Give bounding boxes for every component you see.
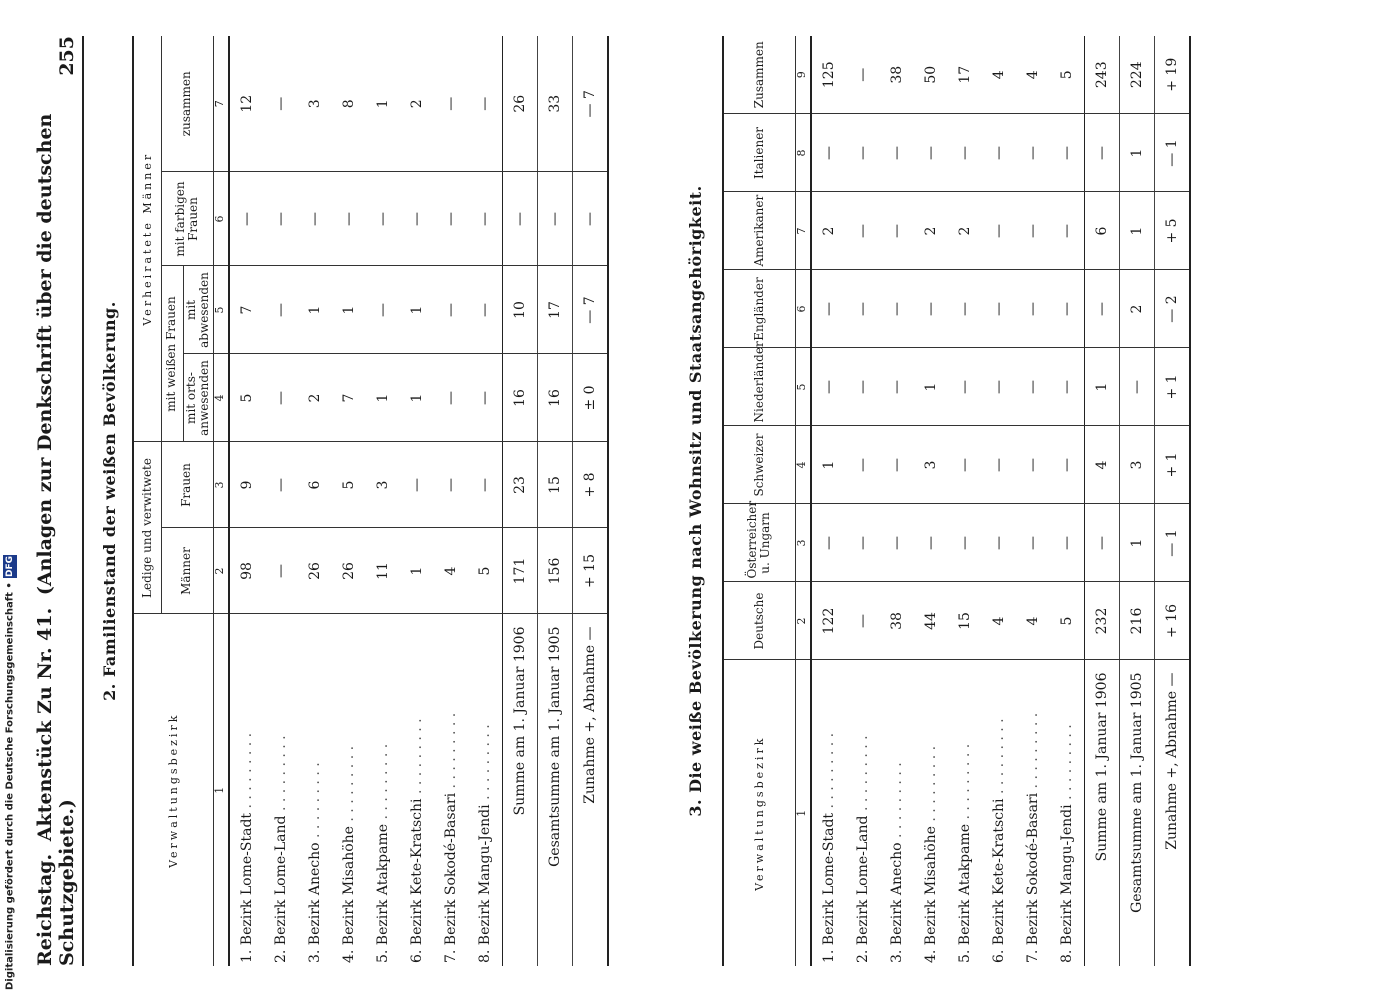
total-row-cell: 224 xyxy=(1119,36,1154,114)
district-name: 8. Bezirk Mangu-Jendi xyxy=(476,804,493,963)
section3-title: 3. Die weiße Bevölkerung nach Wohnsitz und Staatsangehörigkeit. xyxy=(686,185,705,817)
t3-colnum-2: 2 xyxy=(795,582,811,660)
table-cell: — xyxy=(914,270,948,348)
change-row-cell: — 2 xyxy=(1154,270,1190,348)
table-cell: — xyxy=(264,172,298,266)
family-status-table xyxy=(132,36,609,966)
table-cell: 4 xyxy=(1016,582,1050,660)
table-cell: — xyxy=(468,442,503,528)
sum-row-cell: 171 xyxy=(502,528,537,614)
dfg-credit-text: Digitalisierung gefördert durch die Deutsche Forschungsgemeinschaft • xyxy=(4,582,16,990)
table-cell: — xyxy=(298,172,332,266)
table-cell: — xyxy=(434,36,468,172)
table-cell: 6 xyxy=(298,442,332,528)
total-row-cell: 216 xyxy=(1119,582,1154,660)
t3-column-numbers xyxy=(795,36,811,966)
table-row xyxy=(914,36,948,966)
table-cell: 3 xyxy=(914,426,948,504)
leader-dots: . . . . . . . . . xyxy=(854,735,871,816)
district-label xyxy=(400,614,434,966)
t2-head-white-wives: mit weißen Frauen xyxy=(161,266,183,442)
t2-head-single: Ledige und verwitwete xyxy=(133,442,161,614)
section2-title: 2. Familienstand der weißen Bevölkerung. xyxy=(100,301,119,701)
table-cell: — xyxy=(811,504,846,582)
table-cell: — xyxy=(880,504,914,582)
table-cell: — xyxy=(1050,114,1085,192)
leader-dots: . . . . . . . . . xyxy=(374,743,391,824)
t3-head-col-2: Deutsche xyxy=(723,582,795,660)
sum-row-cell: 1 xyxy=(1084,348,1119,426)
total-row-cell: 1 xyxy=(1119,114,1154,192)
dfg-logo: DFG xyxy=(5,556,15,578)
leader-dots: . . . . . . . . . xyxy=(990,718,1007,799)
t2-colnum-3: 3 xyxy=(213,442,229,528)
district-name: 1. Bezirk Lome-Stadt xyxy=(238,812,255,963)
table-cell: — xyxy=(434,172,468,266)
total-row-label: Gesamtsumme am 1. Januar 1905 xyxy=(1119,660,1154,966)
table-cell: — xyxy=(880,270,914,348)
table-row xyxy=(948,36,982,966)
table-cell: — xyxy=(434,266,468,354)
table-cell: — xyxy=(982,114,1016,192)
t2-colnum-5: 5 xyxy=(213,266,229,354)
change-row-cell: — xyxy=(572,172,608,266)
table-cell: — xyxy=(846,582,880,660)
district-label xyxy=(1050,660,1085,966)
table-cell: — xyxy=(468,172,503,266)
t2-head-men: Männer xyxy=(161,528,213,614)
change-row-cell: + 8 xyxy=(572,442,608,528)
table-cell: — xyxy=(1016,114,1050,192)
table-cell: 1 xyxy=(914,348,948,426)
t2-colnum-2: 2 xyxy=(213,528,229,614)
table-cell: — xyxy=(982,192,1016,270)
district-label xyxy=(332,614,366,966)
t3-colnum-4: 4 xyxy=(795,426,811,504)
table-cell: — xyxy=(434,354,468,442)
table-cell: — xyxy=(846,192,880,270)
total-row-cell: 33 xyxy=(537,36,572,172)
table-row xyxy=(1016,36,1050,966)
t3-colnum-9: 9 xyxy=(795,36,811,114)
table-row xyxy=(400,36,434,966)
t2-head-absent: mit abwesenden xyxy=(183,266,213,354)
change-row xyxy=(572,36,608,966)
table-cell: — xyxy=(914,114,948,192)
table-row xyxy=(229,36,264,966)
table-cell: — xyxy=(948,504,982,582)
table-cell: 38 xyxy=(880,36,914,114)
total-row-cell: 15 xyxy=(537,442,572,528)
table-cell: 44 xyxy=(914,582,948,660)
district-label xyxy=(1016,660,1050,966)
change-row-cell: — 1 xyxy=(1154,114,1190,192)
table-cell: 7 xyxy=(332,354,366,442)
t3-colnum-7: 7 xyxy=(795,192,811,270)
t3-colnum-3: 3 xyxy=(795,504,811,582)
district-label xyxy=(811,660,846,966)
sum-row-cell: 6 xyxy=(1084,192,1119,270)
table-row xyxy=(366,36,400,966)
table-cell: 5 xyxy=(1050,36,1085,114)
leader-dots: . . . . . . . . . xyxy=(956,743,973,824)
table-cell: — xyxy=(948,270,982,348)
table-cell: — xyxy=(434,442,468,528)
district-name: 4. Bezirk Misahöhe xyxy=(922,826,939,963)
table-cell: 11 xyxy=(366,528,400,614)
table-row xyxy=(264,36,298,966)
t3-head-col-7: Amerikaner xyxy=(723,192,795,270)
leader-dots: . . . . . . . . . xyxy=(820,732,837,813)
district-name: 5. Bezirk Atakpame xyxy=(374,823,391,963)
district-name: 2. Bezirk Lome-Land xyxy=(854,815,871,963)
district-label xyxy=(948,660,982,966)
table-cell: 4 xyxy=(434,528,468,614)
sum-row-cell: 10 xyxy=(502,266,537,354)
table-cell: — xyxy=(914,504,948,582)
t3-head-district: Verwaltungsbezirk xyxy=(723,660,795,966)
table-cell: — xyxy=(468,36,503,172)
table-cell: — xyxy=(846,348,880,426)
district-label xyxy=(468,614,503,966)
table-cell: 5 xyxy=(229,354,264,442)
sum-row-label: Summe am 1. Januar 1906 xyxy=(502,614,537,966)
district-label xyxy=(264,614,298,966)
table-cell: 2 xyxy=(914,192,948,270)
table-cell: 2 xyxy=(400,36,434,172)
table-cell: 15 xyxy=(948,582,982,660)
change-row-cell: + 1 xyxy=(1154,426,1190,504)
table-cell: — xyxy=(982,504,1016,582)
sum-row-cell: — xyxy=(1084,270,1119,348)
table-cell: — xyxy=(846,270,880,348)
sum-row-cell: 23 xyxy=(502,442,537,528)
table-row xyxy=(434,36,468,966)
t3-head-col-6: Engländer xyxy=(723,270,795,348)
t3-colnum-8: 8 xyxy=(795,114,811,192)
change-row-cell: + 15 xyxy=(572,528,608,614)
district-label xyxy=(229,614,264,966)
t3-colnum-1: 1 xyxy=(795,660,811,966)
district-name: 6. Bezirk Kete-Kratschi xyxy=(408,798,425,963)
t2-colnum-4: 4 xyxy=(213,354,229,442)
t2-column-numbers xyxy=(213,36,229,966)
header-reichstag: Reichstag. xyxy=(34,853,56,966)
table-cell: — xyxy=(880,192,914,270)
table-cell: — xyxy=(1016,426,1050,504)
table-cell: — xyxy=(982,270,1016,348)
district-name: 6. Bezirk Kete-Kratschi xyxy=(990,798,1007,963)
t3-colnum-5: 5 xyxy=(795,348,811,426)
table-cell: — xyxy=(366,266,400,354)
table-cell: — xyxy=(332,172,366,266)
sum-row-cell: — xyxy=(502,172,537,266)
table-row xyxy=(982,36,1016,966)
table-cell: 1 xyxy=(366,36,400,172)
change-row-cell: — 7 xyxy=(572,266,608,354)
leader-dots: . . . . . . . . . xyxy=(272,735,289,816)
total-row-cell: 1 xyxy=(1119,504,1154,582)
total-row-cell: 156 xyxy=(537,528,572,614)
table-cell: 26 xyxy=(332,528,366,614)
table-cell: — xyxy=(880,348,914,426)
table-cell: — xyxy=(400,442,434,528)
t3-colnum-6: 6 xyxy=(795,270,811,348)
table-row xyxy=(468,36,503,966)
table-cell: — xyxy=(366,172,400,266)
table-cell: — xyxy=(264,36,298,172)
t2-colnum-1: 1 xyxy=(213,614,229,966)
sum-row xyxy=(502,36,537,966)
leader-dots: . . . . . . . . . xyxy=(340,745,357,827)
page-number: 255 xyxy=(56,36,78,76)
table-cell: — xyxy=(880,426,914,504)
district-label xyxy=(880,660,914,966)
table-cell: — xyxy=(468,266,503,354)
table-cell: — xyxy=(1050,192,1085,270)
table-cell: 8 xyxy=(332,36,366,172)
table-cell: 1 xyxy=(332,266,366,354)
district-name: 5. Bezirk Atakpame xyxy=(956,823,973,963)
table-cell: — xyxy=(880,114,914,192)
t3-head-col-4: Schweizer xyxy=(723,426,795,504)
t3-head-col-5: Niederländer xyxy=(723,348,795,426)
table-cell: 1 xyxy=(400,266,434,354)
change-row-cell: — 7 xyxy=(572,36,608,172)
table-cell: — xyxy=(811,114,846,192)
table-cell: — xyxy=(1050,348,1085,426)
table-cell: 50 xyxy=(914,36,948,114)
change-row-cell: + 5 xyxy=(1154,192,1190,270)
table-cell: — xyxy=(948,348,982,426)
total-row-cell: 3 xyxy=(1119,426,1154,504)
t2-head-present: mit orts-anwesenden xyxy=(183,354,213,442)
table-cell: 26 xyxy=(298,528,332,614)
district-name: 3. Bezirk Anecho xyxy=(888,842,905,963)
table-cell: — xyxy=(948,426,982,504)
district-label xyxy=(982,660,1016,966)
table-cell: — xyxy=(1016,270,1050,348)
table-cell: — xyxy=(846,114,880,192)
district-label xyxy=(914,660,948,966)
table-cell: — xyxy=(811,270,846,348)
table-cell: — xyxy=(229,172,264,266)
table-cell: 5 xyxy=(332,442,366,528)
table-cell: 2 xyxy=(811,192,846,270)
leader-dots: . . . . . . . . . xyxy=(442,712,459,793)
table-cell: — xyxy=(1050,504,1085,582)
table-cell: 122 xyxy=(811,582,846,660)
table-row xyxy=(846,36,880,966)
table-cell: 17 xyxy=(948,36,982,114)
total-row-cell: 17 xyxy=(537,266,572,354)
district-name: 8. Bezirk Mangu-Jendi xyxy=(1058,804,1075,963)
total-row-label: Gesamtsumme am 1. Januar 1905 xyxy=(537,614,572,966)
district-name: 4. Bezirk Misahöhe xyxy=(340,826,357,963)
total-row-cell: 1 xyxy=(1119,192,1154,270)
t3-head-col-3: Österreicher u. Ungarn xyxy=(723,504,795,582)
leader-dots: . . . . . . . . . xyxy=(476,724,493,805)
district-label xyxy=(298,614,332,966)
table-cell: 38 xyxy=(880,582,914,660)
table-cell: — xyxy=(846,426,880,504)
table-cell: — xyxy=(846,36,880,114)
change-row-cell: — 1 xyxy=(1154,504,1190,582)
change-row-label: Zunahme +, Abnahme — xyxy=(572,614,608,966)
table-cell: — xyxy=(948,114,982,192)
table-cell: — xyxy=(982,426,1016,504)
header-anlagen: (Anlagen zur Denkschrift über die deutschen Schutzgebiete.) xyxy=(34,113,78,966)
table-cell: 2 xyxy=(298,354,332,442)
t3-head-col-9: Zusammen xyxy=(723,36,795,114)
district-name: 7. Bezirk Sokodé-Basari xyxy=(442,792,459,963)
district-label xyxy=(366,614,400,966)
district-name: 1. Bezirk Lome-Stadt xyxy=(820,812,837,963)
t3-head-col-8: Italiener xyxy=(723,114,795,192)
table-cell: — xyxy=(264,528,298,614)
change-row-cell: ± 0 xyxy=(572,354,608,442)
leader-dots: . . . . . . . . . xyxy=(408,718,425,799)
table-cell: — xyxy=(982,348,1016,426)
table-cell: 5 xyxy=(1050,582,1085,660)
table-row xyxy=(332,36,366,966)
t2-head-women: Frauen xyxy=(161,442,213,528)
leader-dots: . . . . . . . . . xyxy=(238,732,255,813)
table-cell: — xyxy=(264,354,298,442)
sum-row-label: Summe am 1. Januar 1906 xyxy=(1084,660,1119,966)
table-cell: — xyxy=(846,504,880,582)
table-row xyxy=(880,36,914,966)
table-cell: — xyxy=(1016,504,1050,582)
header-aktenstueck: Aktenstück Zu Nr. 41. xyxy=(34,607,56,842)
dfg-credit xyxy=(2,556,18,990)
header-title xyxy=(34,76,78,966)
table-cell: — xyxy=(1050,270,1085,348)
table-cell: — xyxy=(400,172,434,266)
change-row-cell: + 1 xyxy=(1154,348,1190,426)
table-cell: 98 xyxy=(229,528,264,614)
t2-head-married: Verheiratete Männer xyxy=(133,36,161,442)
table-cell: 1 xyxy=(811,426,846,504)
district-name: 3. Bezirk Anecho xyxy=(306,842,323,963)
table-cell: 1 xyxy=(400,354,434,442)
page-header xyxy=(34,36,84,966)
table-cell: 4 xyxy=(1016,36,1050,114)
leader-dots: . . . . . . . . . xyxy=(888,762,905,843)
t2-head-total: zusammen xyxy=(161,36,213,172)
sum-row-cell: 4 xyxy=(1084,426,1119,504)
table-cell: — xyxy=(264,442,298,528)
t2-head-colored: mit farbigen Frauen xyxy=(161,172,213,266)
table-row xyxy=(811,36,846,966)
total-row-cell: — xyxy=(537,172,572,266)
table-cell: 4 xyxy=(982,582,1016,660)
total-row xyxy=(537,36,572,966)
district-name: 2. Bezirk Lome-Land xyxy=(272,815,289,963)
district-label xyxy=(434,614,468,966)
table-row xyxy=(298,36,332,966)
leader-dots: . . . . . . . . . xyxy=(922,745,939,827)
change-row xyxy=(1154,36,1190,966)
t2-head-district: Verwaltungsbezirk xyxy=(133,614,213,966)
change-row-cell: + 19 xyxy=(1154,36,1190,114)
table-cell: — xyxy=(1016,192,1050,270)
table-cell: 125 xyxy=(811,36,846,114)
nationality-table xyxy=(722,36,1191,966)
t2-colnum-6: 6 xyxy=(213,172,229,266)
table-cell: 4 xyxy=(982,36,1016,114)
table-cell: — xyxy=(468,354,503,442)
table-cell: 12 xyxy=(229,36,264,172)
table-cell: 1 xyxy=(366,354,400,442)
table-cell: 5 xyxy=(468,528,503,614)
sum-row-cell: — xyxy=(1084,114,1119,192)
table-cell: — xyxy=(264,266,298,354)
table-cell: 1 xyxy=(298,266,332,354)
table-cell: — xyxy=(1050,426,1085,504)
district-label xyxy=(846,660,880,966)
table-cell: 9 xyxy=(229,442,264,528)
district-name: 7. Bezirk Sokodé-Basari xyxy=(1024,792,1041,963)
sum-row-cell: 26 xyxy=(502,36,537,172)
rotated-sheet xyxy=(34,36,1336,966)
table-row xyxy=(1050,36,1085,966)
table-cell: — xyxy=(1016,348,1050,426)
t2-colnum-7: 7 xyxy=(213,36,229,172)
change-row-cell: + 16 xyxy=(1154,582,1190,660)
table-cell: 7 xyxy=(229,266,264,354)
table-cell: 1 xyxy=(400,528,434,614)
sum-row-cell: 243 xyxy=(1084,36,1119,114)
total-row-cell: 16 xyxy=(537,354,572,442)
total-row-cell: 2 xyxy=(1119,270,1154,348)
change-row-label: Zunahme +, Abnahme — xyxy=(1154,660,1190,966)
total-row xyxy=(1119,36,1154,966)
total-row-cell: — xyxy=(1119,348,1154,426)
sum-row-cell: 16 xyxy=(502,354,537,442)
sum-row-cell: 232 xyxy=(1084,582,1119,660)
leader-dots: . . . . . . . . . xyxy=(1058,724,1075,805)
sum-row xyxy=(1084,36,1119,966)
table-cell: 3 xyxy=(366,442,400,528)
sum-row-cell: — xyxy=(1084,504,1119,582)
table-cell: 3 xyxy=(298,36,332,172)
table-cell: 2 xyxy=(948,192,982,270)
table-cell: — xyxy=(811,348,846,426)
leader-dots: . . . . . . . . . xyxy=(306,762,323,843)
leader-dots: . . . . . . . . . xyxy=(1024,712,1041,793)
